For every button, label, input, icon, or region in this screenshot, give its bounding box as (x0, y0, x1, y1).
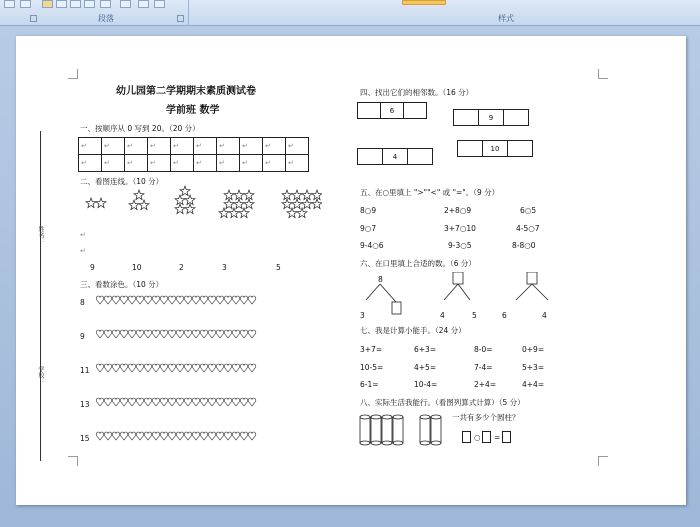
justify-button[interactable] (84, 0, 95, 8)
s2-number-2: 2 (179, 263, 184, 272)
s7-item[interactable]: 4+4= (522, 380, 545, 389)
s6-tree1-left: 3 (360, 311, 365, 320)
s3-heading: 三、看数涂色。（10 分） (80, 280, 164, 289)
para-mark: ↵ (80, 247, 86, 255)
crop-mark-top-left (68, 69, 78, 79)
cylinder-icon (360, 415, 370, 445)
paragraph-group-label: 段落 (98, 14, 114, 23)
s7-item[interactable]: 10-4= (414, 380, 438, 389)
s7-item[interactable]: 4+5= (414, 363, 437, 372)
grid-cell[interactable]: ↵ (263, 138, 286, 155)
s2-number-3: 3 (222, 263, 227, 272)
align-left-button[interactable] (42, 0, 53, 8)
heart-row[interactable] (96, 330, 256, 338)
grid-cell[interactable]: ↵ (263, 155, 286, 172)
s4-group-4[interactable] (358, 148, 433, 165)
s6-answer-box[interactable] (453, 272, 463, 284)
s7-item[interactable]: 6-1= (360, 380, 379, 389)
s8-answer-box-1[interactable] (462, 431, 471, 443)
grid-cell[interactable]: ↵ (125, 138, 148, 155)
font-group-launcher-icon[interactable] (30, 15, 37, 22)
s3-row-15-number: 15 (80, 434, 90, 443)
cylinder-icon (371, 415, 381, 445)
s1-heading: 一、按顺序从 0 写到 20。（20 分） (80, 124, 200, 133)
grid-cell[interactable]: ↵ (125, 155, 148, 172)
cylinder-icon (420, 415, 430, 445)
s4-heading: 四、找出它们的相邻数。（16 分） (360, 88, 474, 97)
grid-cell[interactable]: ↵ (240, 155, 263, 172)
paragraph-group-launcher-icon[interactable] (177, 15, 184, 22)
s8-question: 一共有多少个圆柱？ (452, 413, 520, 422)
grid-cell[interactable]: ↵ (79, 138, 102, 155)
heart-rows[interactable] (94, 294, 259, 444)
s5-item[interactable]: 9-4○6 (360, 241, 384, 250)
star-group-2 (86, 198, 106, 208)
s5-item[interactable]: 8○9 (360, 206, 377, 215)
document-page[interactable] (16, 36, 686, 505)
school-label: 学校： (37, 366, 44, 384)
s4-cell-blank[interactable] (503, 109, 529, 126)
s3-row-9-number: 9 (80, 332, 85, 341)
grid-cell[interactable]: ↵ (148, 138, 171, 155)
ribbon-separator (188, 0, 189, 26)
s7-item[interactable]: 5+3= (522, 363, 545, 372)
s4-cell-given: 4 (382, 148, 408, 165)
s4-cell-blank[interactable] (357, 102, 381, 119)
s4-group-10[interactable] (458, 140, 533, 157)
cylinder-icon (393, 415, 403, 445)
heart-row[interactable] (96, 296, 256, 304)
s5-item[interactable]: 3+7○10 (444, 224, 476, 233)
star-groups (82, 184, 322, 224)
line-spacing-button[interactable] (100, 0, 111, 8)
s6-answer-box[interactable] (392, 302, 401, 314)
s7-item[interactable]: 10-5= (360, 363, 384, 372)
star-group-10 (282, 190, 322, 218)
heart-row[interactable] (96, 432, 256, 440)
s7-item[interactable]: 6+3= (414, 345, 437, 354)
s7-item[interactable]: 3+7= (360, 345, 383, 354)
s5-item[interactable]: 9-3○5 (448, 241, 472, 250)
s6-tree1-top: 8 (378, 275, 383, 284)
align-right-button[interactable] (70, 0, 81, 8)
shading-button[interactable] (120, 0, 131, 8)
s3-row-8-number: 8 (80, 298, 85, 307)
s8-answer-box-2[interactable] (482, 431, 491, 443)
s6-tree3-left: 6 (502, 311, 507, 320)
s6-tree3-right: 4 (542, 311, 547, 320)
grid-cell[interactable]: ↵ (240, 138, 263, 155)
page-title: 幼儿园第二学期期末素质测试卷 (116, 86, 256, 97)
star-group-5 (175, 186, 195, 214)
s5-item[interactable]: 8-8○0 (512, 241, 536, 250)
s4-cell-given: 9 (478, 109, 504, 126)
s3-row-13-number: 13 (80, 400, 90, 409)
heart-row[interactable] (96, 398, 256, 406)
s7-item[interactable]: 7-4= (474, 363, 493, 372)
para-mark: ↵ (80, 231, 86, 239)
ribbon (0, 0, 700, 26)
s1-writing-grid[interactable] (78, 137, 309, 172)
s4-cell-blank[interactable] (357, 148, 383, 165)
s2-heading: 二、看图连线。（10 分） (80, 177, 164, 186)
grid-cell[interactable]: ↵ (148, 155, 171, 172)
style-group-label: 样式 (498, 14, 514, 23)
s6-answer-box[interactable] (527, 272, 537, 284)
grid-cell[interactable]: ↵ (102, 155, 125, 172)
binding-line (40, 131, 41, 461)
cylinder-icon (431, 415, 441, 445)
s5-item[interactable]: 6○5 (520, 206, 537, 215)
sort-button[interactable] (154, 0, 165, 8)
name-label: 姓名： (37, 226, 44, 244)
s2-number-5: 5 (276, 263, 281, 272)
grid-cell[interactable]: ↵ (171, 155, 194, 172)
cylinders-picture (358, 414, 448, 448)
s6-tree2-right: 5 (472, 311, 477, 320)
s4-group-9[interactable] (454, 109, 529, 126)
crop-mark-bottom-left (68, 456, 78, 466)
s7-heading: 七、我是计算小能手。（24 分） (360, 326, 466, 335)
s4-cell-blank[interactable] (507, 140, 533, 157)
s4-cell-given: 10 (482, 140, 508, 157)
s7-item[interactable]: 8-0= (474, 345, 493, 354)
s4-cell-given: 6 (380, 102, 404, 119)
s4-cell-blank[interactable] (457, 140, 483, 157)
s6-tree2-left: 4 (440, 311, 445, 320)
number-bond-trees (358, 272, 568, 322)
borders-button[interactable] (138, 0, 149, 8)
s2-number-9: 9 (90, 263, 95, 272)
s8-operator: ○ (474, 433, 481, 442)
bullets-button[interactable] (4, 0, 15, 8)
crop-mark-bottom-right (598, 456, 608, 466)
heart-row[interactable] (96, 364, 256, 372)
s5-heading: 五、在○里填上 ">""<" 或 "="。（9 分） (360, 188, 500, 197)
grid-cell[interactable]: ↵ (217, 155, 240, 172)
star-group-9 (219, 190, 254, 218)
grid-cell[interactable]: ↵ (194, 155, 217, 172)
grid-cell[interactable]: ↵ (217, 138, 240, 155)
grid-cell[interactable]: ↵ (286, 138, 309, 155)
grid-cell[interactable]: ↵ (102, 138, 125, 155)
s4-cell-blank[interactable] (403, 102, 427, 119)
s2-number-10: 10 (132, 263, 142, 272)
star-group-3 (129, 190, 149, 210)
grid-cell[interactable]: ↵ (286, 155, 309, 172)
crop-mark-top-right (598, 69, 608, 79)
s7-item[interactable]: 2+4= (474, 380, 497, 389)
page-subtitle: 学前班 数学 (166, 105, 220, 116)
s4-cell-blank[interactable] (407, 148, 433, 165)
numbering-button[interactable] (20, 0, 31, 8)
s3-row-11-number: 11 (80, 366, 90, 375)
align-center-button[interactable] (56, 0, 67, 8)
s6-heading: 六、在口里填上合适的数。（6 分） (360, 259, 476, 268)
grid-cell[interactable]: ↵ (171, 138, 194, 155)
s7-item[interactable]: 0+9= (522, 345, 545, 354)
style-gallery-selected[interactable] (402, 0, 446, 5)
grid-cell[interactable]: ↵ (194, 138, 217, 155)
s8-heading: 八、实际生活我能行。（看图列算式计算）（5 分） (360, 398, 525, 407)
s5-item[interactable]: 2+8○9 (444, 206, 472, 215)
s5-item[interactable]: 9○7 (360, 224, 377, 233)
cylinder-icon (382, 415, 392, 445)
grid-cell[interactable]: ↵ (79, 155, 102, 172)
s8-equals: = (494, 433, 501, 442)
s4-cell-blank[interactable] (453, 109, 479, 126)
s8-answer-box-3[interactable] (502, 431, 511, 443)
s4-group-6[interactable] (358, 102, 427, 119)
s5-item[interactable]: 4-5○7 (516, 224, 540, 233)
